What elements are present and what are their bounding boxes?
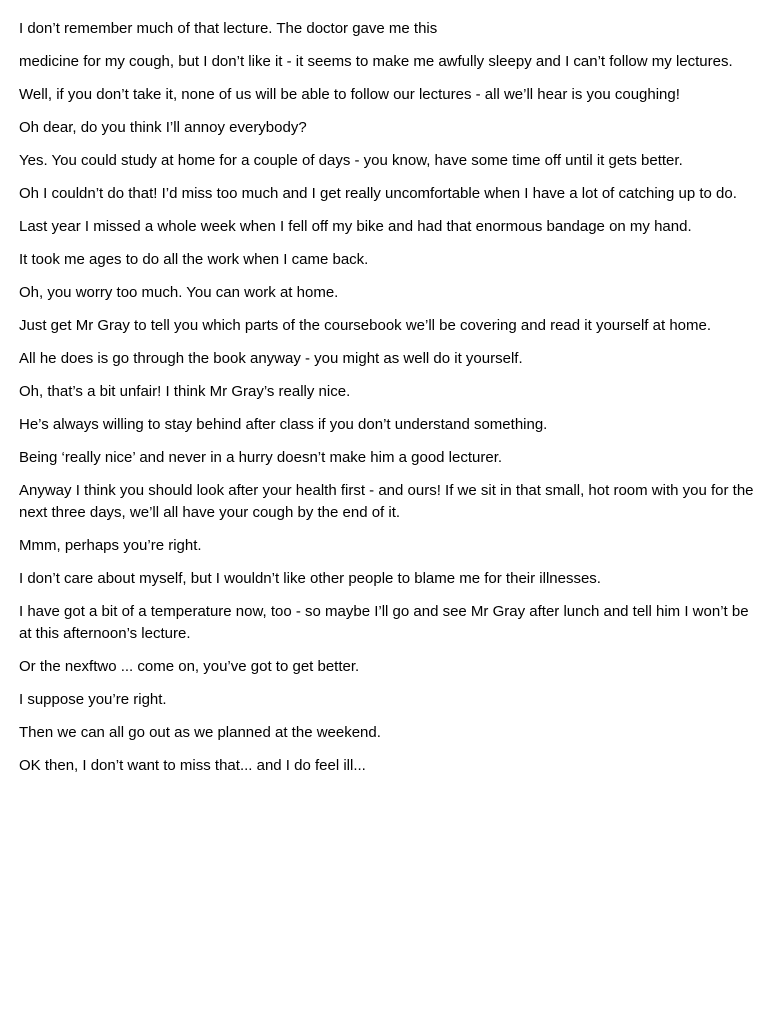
dialogue-line: Mmm, perhaps you’re right. — [19, 537, 202, 554]
dialogue-line: I suppose you’re right. — [19, 691, 167, 708]
dialogue-line: He’s always willing to stay behind after class if you don’t understand something. — [19, 416, 548, 433]
dialogue-line: Oh, that’s a bit unfair! I think Mr Gray’s really nice. — [19, 383, 351, 400]
dialogue-line: Just get Mr Gray to tell you which parts of the coursebook we’ll be covering and read it yourself at home. — [19, 317, 712, 334]
dialogue-line: Yes. You could study at home for a couple of days - you know, have some time off until it gets better. — [19, 152, 683, 169]
dialogue-line: Well, if you don’t take it, none of us will be able to follow our lectures - all we’ll hear is you coughing! — [19, 86, 680, 103]
dialogue-line: It took me ages to do all the work when I came back. — [19, 251, 369, 268]
dialogue-line: Being ‘really nice’ and never in a hurry doesn’t make him a good lecturer. — [19, 449, 503, 466]
dialogue-line: I don’t remember much of that lecture. The doctor gave me this — [19, 20, 438, 37]
dialogue-line: All he does is go through the book anyway - you might as well do it yourself. — [19, 350, 523, 367]
document-page — [19, 18, 754, 788]
dialogue-line: Oh I couldn’t do that! I’d miss too much and I get really uncomfortable when I have a lot of catching up to do. — [19, 185, 737, 202]
dialogue-line: Then we can all go out as we planned at the weekend. — [19, 724, 381, 741]
dialogue-line: Or the nexftwo ... come on, you’ve got to get better. — [19, 658, 360, 675]
dialogue-line: medicine for my cough, but I don’t like it - it seems to make me awfully sleepy and I can’t follow my lectures. — [19, 53, 733, 70]
dialogue-line: OK then, I don’t want to miss that... and I do feel ill... — [19, 757, 366, 774]
dialogue-line: I don’t care about myself, but I wouldn’t like other people to blame me for their illnesses. — [19, 570, 601, 587]
dialogue-line: Anyway I think you should look after your health first - and ours! If we sit in that small, hot room with you for the next three days, we’ll all have your cough by the end of it. — [19, 482, 754, 521]
dialogue-line: Oh dear, do you think I’ll annoy everybody? — [19, 119, 307, 136]
dialogue-line: I have got a bit of a temperature now, too - so maybe I’ll go and see Mr Gray after lunch and tell him I won’t be at this afternoon’s lecture. — [19, 603, 749, 642]
dialogue-line: Oh, you worry too much. You can work at home. — [19, 284, 339, 301]
dialogue-line: Last year I missed a whole week when I fell off my bike and had that enormous bandage on my hand. — [19, 218, 692, 235]
